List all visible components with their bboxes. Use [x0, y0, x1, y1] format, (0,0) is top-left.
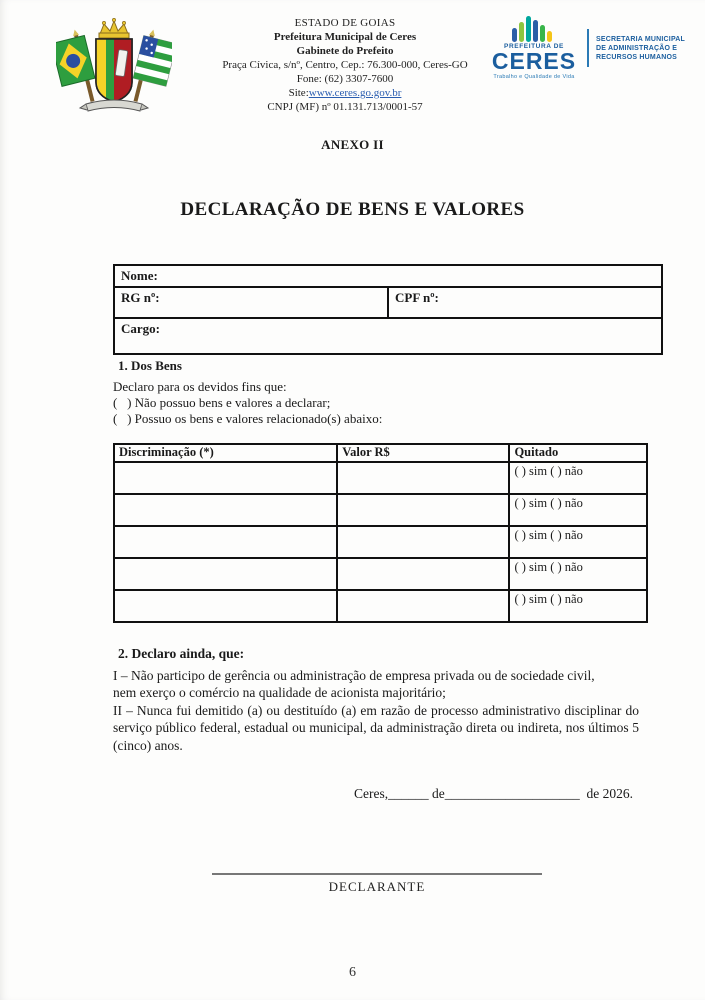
section-dos-bens: [113, 358, 653, 427]
logo-pretitle: PREFEITURA DE: [504, 43, 564, 50]
crown-icon: [99, 18, 129, 38]
cell-discriminacao: [114, 494, 337, 526]
table-row: [114, 462, 647, 494]
cell-quitado: ( ) sim ( ) não: [509, 590, 647, 622]
rg-field: RG nº:: [114, 287, 388, 318]
cell-discriminacao: [114, 558, 337, 590]
header-valor: Valor R$: [337, 444, 509, 462]
ceres-logo: [486, 16, 700, 80]
cell-valor: [337, 462, 509, 494]
cell-quitado: ( ) sim ( ) não: [509, 526, 647, 558]
cell-quitado: ( ) sim ( ) não: [509, 462, 647, 494]
cell-valor: [337, 494, 509, 526]
cell-quitado: ( ) sim ( ) não: [509, 558, 647, 590]
cargo-field: Cargo:: [114, 318, 662, 354]
org-state: ESTADO DE GOIAS: [294, 17, 396, 29]
org-address: Praça Cívica, s/nº, Centro, Cep.: 76.300-000, Ceres-GO: [222, 59, 468, 71]
org-site-link[interactable]: www.ceres.go.gov.br: [308, 87, 402, 99]
secretariat-line: SECRETARIA MUNICIPAL: [596, 35, 686, 43]
annex-label: ANEXO II: [321, 137, 384, 152]
org-office: Gabinete do Prefeito: [296, 45, 394, 57]
cell-valor: [337, 526, 509, 558]
identification-table: [113, 264, 663, 355]
section1-intro: Declaro para os devidos fins que:: [113, 379, 287, 394]
logo-name: CERES: [491, 48, 577, 74]
page-number: 6: [349, 965, 356, 980]
coat-of-arms: [56, 12, 172, 116]
checkbox-option-possuo: ( ) Possuo os bens e valores relacionado(s) abaixo:: [113, 411, 383, 426]
section-declaro-ainda: [113, 645, 639, 754]
org-site-line: [180, 86, 510, 100]
section1-heading: 1. Dos Bens: [118, 358, 182, 373]
org-cnpj: CNPJ (MF) nº 01.131.713/0001-57: [267, 101, 423, 113]
declaration-item-2: II – Nunca fui demitido (a) ou destituído (a) em razão de processo administrativo disciplinar do serviço público federal, estadual ou municipal, da administração direta ou indireta, nos últimos 5 (cinco) anos.: [113, 702, 639, 753]
logo-divider: [587, 29, 589, 67]
cell-discriminacao: [114, 526, 337, 558]
signature-line: [212, 873, 542, 875]
nome-field: Nome:: [114, 265, 662, 287]
section2-heading: 2. Declaro ainda, que:: [118, 646, 245, 661]
cell-discriminacao: [114, 462, 337, 494]
logo-tagline: Trabalho e Qualidade de Vida: [493, 74, 575, 80]
header-discriminacao: Discriminação (*): [114, 444, 337, 462]
table-row: [114, 558, 647, 590]
signature-label: DECLARANTE: [328, 879, 426, 894]
table-row: [114, 590, 647, 622]
signature-block: [212, 873, 542, 895]
header-quitado: Quitado: [509, 444, 647, 462]
table-row: [114, 526, 647, 558]
ceres-logo-bars-icon: [510, 16, 558, 42]
cell-discriminacao: [114, 590, 337, 622]
org-municipality: Prefeitura Municipal de Ceres: [273, 31, 417, 43]
assets-table: [113, 443, 648, 623]
logo-secretariat: [596, 35, 685, 62]
cell-valor: [337, 558, 509, 590]
org-site-label: Site:: [288, 87, 309, 99]
org-header: [180, 16, 510, 114]
shield: [96, 39, 132, 102]
checkbox-option-nao-possuo: ( ) Não possuo bens e valores a declarar;: [113, 395, 331, 410]
secretariat-line: RECURSOS HUMANOS: [596, 53, 677, 61]
table-row: [114, 494, 647, 526]
declaration-item-1: I – Não participo de gerência ou administração de empresa privada ou de sociedade civil, nem exerço o comércio na qualidade de acionista majoritário;: [113, 667, 595, 700]
cpf-field: CPF nº:: [388, 287, 662, 318]
cell-quitado: ( ) sim ( ) não: [509, 494, 647, 526]
secretariat-line: DE ADMINISTRAÇÃO E: [596, 44, 678, 52]
org-phone: Fone: (62) 3307-7600: [296, 73, 394, 85]
scroll-banner: [80, 100, 148, 111]
date-line: Ceres,______ de____________________ de 2026.: [354, 786, 633, 801]
assets-header-row: [114, 444, 647, 462]
page-title: DECLARAÇÃO DE BENS E VALORES: [180, 199, 525, 220]
cell-valor: [337, 590, 509, 622]
